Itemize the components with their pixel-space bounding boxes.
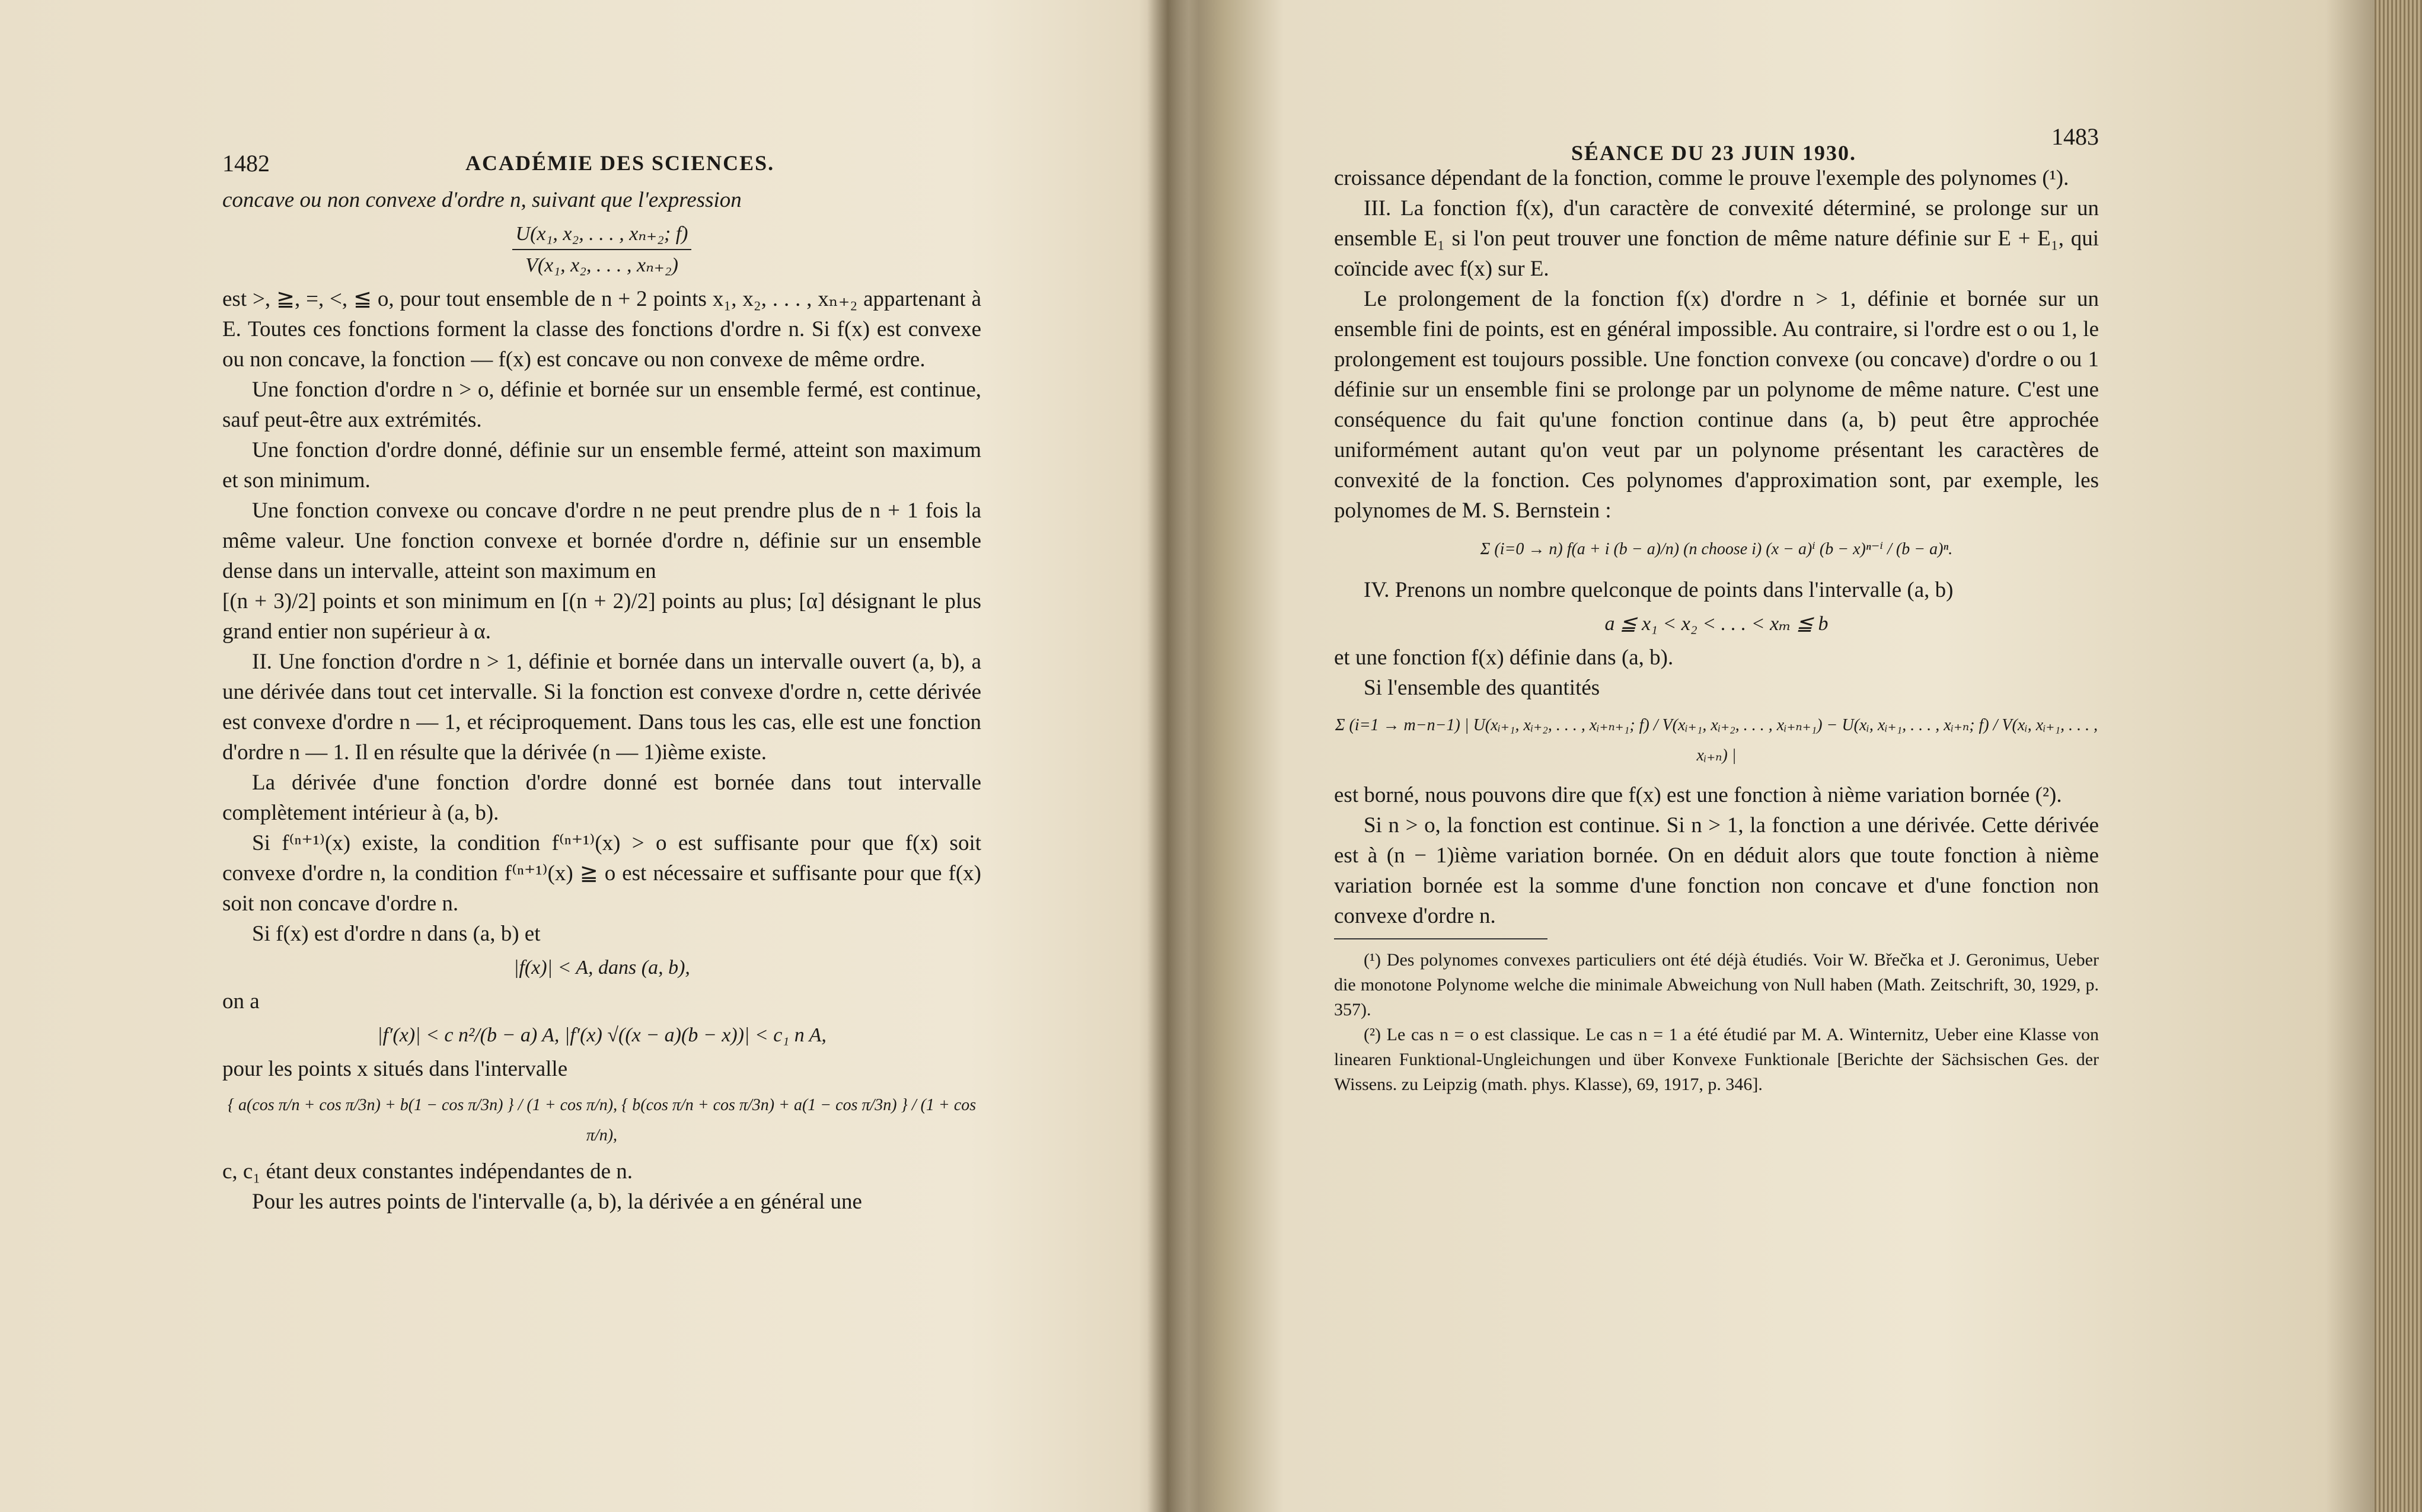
ratio-denominator: V(x₁, x₂, . . . , xₙ₊₂) xyxy=(525,254,678,276)
right-paragraph-section-iii: III. La fonction f(x), d'un caractère de convexité déterminé, se prolonge sur un ensemble E₁ si l'on peut trouver une fonction de même nature définie sur E + E₁, qui coïncide avec f(x) sur E. xyxy=(1334,196,2099,281)
derivative-bounds-formula: |f′(x)| < c n²/(b − a) A, |f′(x) √((x − a)(b − x))| < c₁ n A, xyxy=(377,1024,827,1046)
left-running-header: ACADÉMIE DES SCIENCES. xyxy=(465,151,775,175)
left-paragraph-bracket: [(n + 3)/2] points et son minimum en [(n + 2)/2] points au plus; [α] désignant le plus grand entier non supérieur à α. xyxy=(222,589,981,644)
left-header-row xyxy=(222,148,981,185)
left-line-last: Pour les autres points de l'intervalle (a, b), la dérivée a en général une xyxy=(252,1190,862,1214)
ratio-numerator: U(x₁, x₂, . . . , xₙ₊₂; f) xyxy=(512,219,692,250)
footnote-rule xyxy=(1334,938,1547,939)
left-line-1: concave ou non convexe d'ordre n, suivant que l'expression xyxy=(222,188,742,212)
left-page xyxy=(222,148,981,1217)
left-page-number: 1482 xyxy=(222,150,270,177)
left-line-on-a: on a xyxy=(222,989,260,1014)
left-paragraph-extrema: Une fonction d'ordre donné, définie sur un ensemble fermé, atteint son maximum et son minimum. xyxy=(222,438,981,493)
variation-sum-formula: Σ (i=1 → m−n−1) | U(xᵢ₊₁, xᵢ₊₂, . . . , xᵢ₊ₙ₊₁; f) / V(xᵢ₊₁, xᵢ₊₂, . . . , xᵢ₊ₙ₊₁) − U(xᵢ, xᵢ₊₁, . . . , xᵢ₊ₙ; f) / V(xᵢ, xᵢ₊₁, . . . , xᵢ₊ₙ) | xyxy=(1335,716,2098,765)
left-line-constants: c, c₁ étant deux constantes indépendantes de n. xyxy=(222,1159,633,1184)
left-paragraph-classes: est >, ≧, =, <, ≦ o, pour tout ensemble de n + 2 points x₁, x₂, . . . , xₙ₊₂ appartenant à E. Toutes ces fonctions forment la classe des fonctions d'ordre n. Si f(x) est convexe ou non concave, la fonction — f(x) est concave ou non convexe de même ordre. xyxy=(222,287,981,372)
right-page xyxy=(1334,122,2099,1097)
right-running-header: SÉANCE DU 23 JUIN 1930. xyxy=(1571,141,1857,165)
left-paragraph-if-order: Si f(x) est d'ordre n dans (a, b) et xyxy=(252,922,541,946)
book-gutter xyxy=(1147,0,1189,1512)
footnote-1: (¹) Des polynomes convexes particuliers ont été déjà étudiés. Voir W. Břečka et J. Geronimus, Ueber die monotone Polynome welche die minimale Abweichung von Null haben (Math. Zeitschrift, 30, 1929, p. 357). xyxy=(1334,950,2099,1019)
left-paragraph-section-ii: II. Une fonction d'ordre n > 1, définie et bornée dans un intervalle ouvert (a, b), a une dérivée dans tout cet intervalle. Si la fonction est convexe d'ordre n, cette dérivée est convexe d'ordre n — 1, et réciproquement. Dans tous les cas, elle est une fonction d'ordre n — 1. Il en résulte que la dérivée (n — 1)ième existe. xyxy=(222,650,981,765)
right-header-row xyxy=(1334,122,2099,163)
bound-formula: |f(x)| < A, dans (a, b), xyxy=(513,957,690,979)
bernstein-formula: Σ (i=0 → n) f(a + i (b − a)/n) (n choose i) (x − a)ⁱ (b − x)ⁿ⁻ⁱ / (b − a)ⁿ. xyxy=(1480,540,1953,558)
left-paragraph-derivative-bounded: La dérivée d'une fonction d'ordre donné est bornée dans tout intervalle complètement intérieur à (a, b). xyxy=(222,771,981,825)
right-paragraph-continuity: Si n > o, la fonction est continue. Si n > 1, la fonction a une dérivée. Cette dérivée est à (n − 1)ième variation bornée. On en déduit alors que toute fonction à nième variation bornée est la somme d'une fonction non concave et d'une fonction non convexe d'ordre n. xyxy=(1334,813,2099,928)
page-edges xyxy=(2375,0,2422,1512)
right-paragraph-prolongation: Le prolongement de la fonction f(x) d'ordre n > 1, définie et bornée sur un ensemble fini de points, est en général impossible. Au contraire, si l'ordre est o ou 1, le prolongement est toujours possible. Une fonction convexe (ou concave) d'ordre o ou 1 définie sur un ensemble fini se prolonge par un polynome de même nature. C'est une conséquence du fait qu'une fonction continue dans (a, b) peut être approchée uniformément autant qu'on veut par un polynome présentant les caractères de convexité de la fonction. Ces polynomes d'approximation sont, par exemple, les polynomes de M. S. Bernstein : xyxy=(1334,287,2099,523)
right-paragraph-growth: croissance dépendant de la fonction, comme le prouve l'exemple des polynomes (¹). xyxy=(1334,166,2069,190)
right-paragraph-section-iv: IV. Prenons un nombre quelconque de points dans l'intervalle (a, b) xyxy=(1364,578,1954,602)
left-line-interval: pour les points x situés dans l'intervalle xyxy=(222,1057,568,1081)
right-line-quantities: Si l'ensemble des quantités xyxy=(1364,676,1600,700)
left-paragraph-condition: Si f⁽ⁿ⁺¹⁾(x) existe, la condition f⁽ⁿ⁺¹⁾(x) > o est suffisante pour que f(x) soit convexe d'ordre n, la condition f⁽ⁿ⁺¹⁾(x) ≧ o est nécessaire et suffisante pour que f(x) soit non concave d'ordre n. xyxy=(222,831,981,916)
left-paragraph-continuity: Une fonction d'ordre n > o, définie et bornée sur un ensemble fermé, est continue, sauf peut-être aux extrémités. xyxy=(222,378,981,432)
right-page-number: 1483 xyxy=(2051,123,2099,150)
footnote-2: (²) Le cas n = o est classique. Le cas n = 1 a été étudié par M. A. Winternitz, Ueber eine Klasse von linearen Funktional-Ungleichungen und über Konvexe Funktionale [Berichte der Sächsischen Ges. der Wissens. zu Leipzig (math. phys. Klasse), 69, 1917, p. 346]. xyxy=(1334,1025,2099,1094)
points-ordering-formula: a ≦ x₁ < x₂ < . . . < xₘ ≦ b xyxy=(1604,613,1829,635)
interval-endpoints-formula: { a(cos π/n + cos π/3n) + b(1 − cos π/3n) } / (1 + cos π/n), { b(cos π/n + cos π/3n) + a(1 − cos π/3n) } / (1 + cos π/n), xyxy=(227,1096,977,1145)
right-line-function: et une fonction f(x) définie dans (a, b). xyxy=(1334,645,1674,670)
ratio-formula xyxy=(222,219,981,280)
left-paragraph-values: Une fonction convexe ou concave d'ordre n ne peut prendre plus de n + 1 fois la même valeur. Une fonction convexe et bornée d'ordre n, définie sur un ensemble dense dans un intervalle, atteint son maximum en xyxy=(222,498,981,583)
right-paragraph-bounded-variation: est borné, nous pouvons dire que f(x) est une fonction à nième variation bornée (²). xyxy=(1334,783,2062,807)
